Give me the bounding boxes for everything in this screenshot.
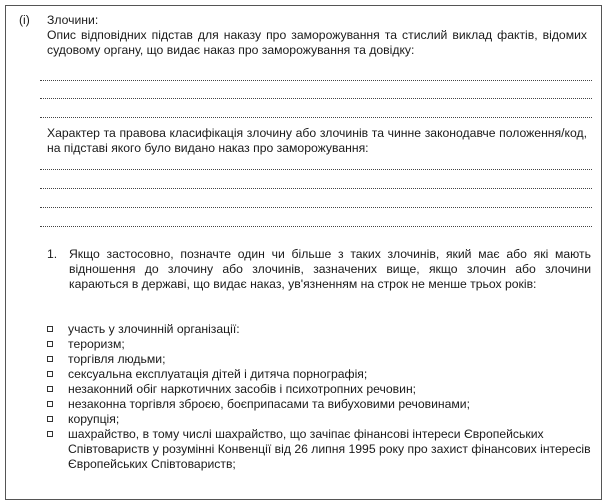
offence-option-label: незаконна торгівля зброєю, боєприпасами та вибуховими речовинами; — [68, 397, 470, 411]
offence-option — [47, 427, 592, 472]
offence-option — [47, 322, 592, 337]
answer-line[interactable] — [40, 117, 592, 118]
classification-text: Характер та правова класифікація злочину або злочинів та чинне законодавче положення/код, на підставі якого було видано наказ про заморожування: — [47, 126, 587, 155]
checkbox-icon[interactable] — [47, 356, 53, 362]
item-number: 1. — [47, 247, 58, 261]
answer-line[interactable] — [40, 98, 592, 99]
checkbox-icon[interactable] — [47, 326, 53, 332]
offence-option-label: корупція; — [68, 412, 120, 426]
offence-option — [47, 367, 592, 382]
checkbox-icon[interactable] — [47, 416, 53, 422]
offence-option — [47, 412, 592, 427]
offence-option-label: участь у злочинній організації: — [68, 322, 240, 336]
section-title: Злочини: — [47, 13, 99, 27]
answer-line[interactable] — [40, 169, 592, 170]
answer-line[interactable] — [40, 80, 592, 81]
answer-line[interactable] — [40, 226, 592, 227]
offence-option — [47, 352, 592, 367]
answer-line[interactable] — [40, 207, 592, 208]
checkbox-icon[interactable] — [47, 386, 53, 392]
offence-option-label: шахрайство, в тому числі шахрайство, що зачіпає фінансові інтереси Європейських Співтовариств у розумінні Конвенції від 26 липня 1995 року про захист фінансових інтересів Європейських Співтовариств; — [68, 427, 591, 471]
item-1-text: Якщо застосовно, позначте один чи більше з таких злочинів, який має або які мають відношення до злочину або злочинів, зазначених вище, якщо злочин або злочини караються в державі, що видає наказ, ув'язненням на строк не менше трьох років: — [69, 247, 591, 291]
offence-option — [47, 382, 592, 397]
offence-option-label: тероризм; — [68, 337, 125, 351]
answer-line[interactable] — [40, 188, 592, 189]
offence-options — [47, 322, 592, 472]
offence-option-label: торгівля людьми; — [68, 352, 166, 366]
description-text: Опис відповідних підстав для наказу про заморожування та стислий виклад фактів, відомих судовому органу, що видає наказ про заморожування та довідку: — [47, 28, 587, 57]
offence-option-label: незаконний обіг наркотичних засобів і психотропних речовин; — [68, 382, 417, 396]
offence-option — [47, 337, 592, 352]
checkbox-icon[interactable] — [47, 431, 53, 437]
form-frame — [5, 5, 602, 500]
offence-option — [47, 397, 592, 412]
checkbox-icon[interactable] — [47, 371, 53, 377]
offence-option-label: сексуальна експлуатація дітей і дитяча порнографія; — [68, 367, 368, 381]
checkbox-icon[interactable] — [47, 401, 53, 407]
section-marker: (i) — [19, 13, 30, 27]
checkbox-icon[interactable] — [47, 341, 53, 347]
